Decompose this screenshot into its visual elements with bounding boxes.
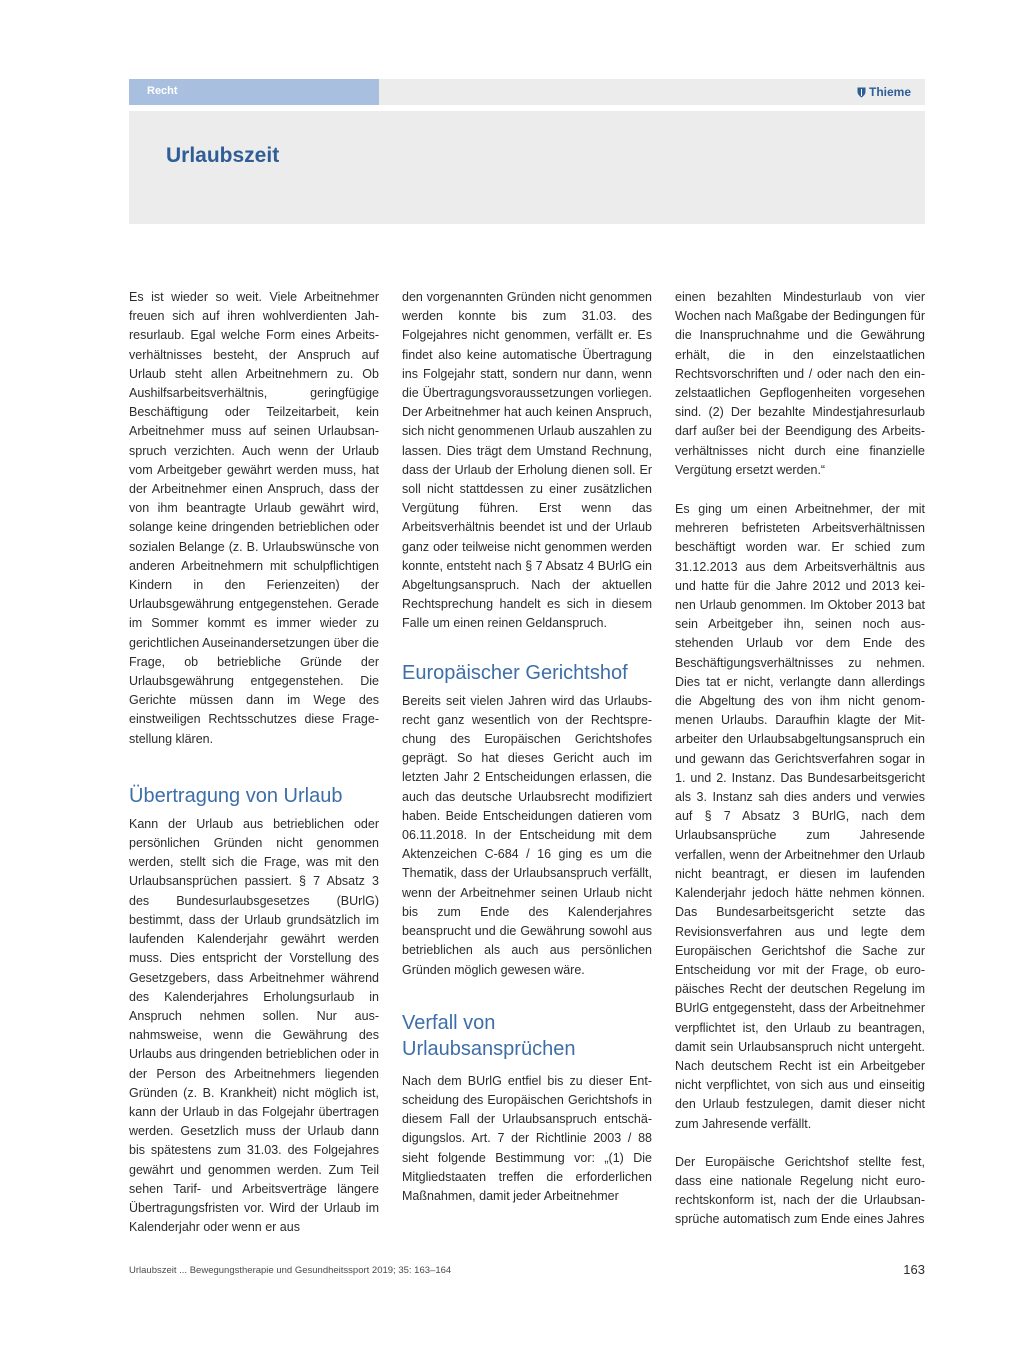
paragraph: einen bezahlten Mindesturlaub von vier Wochen nach Maßgabe der Bedingungen für die Inanspruchnahme und die Gewährung erhält, die in den einzelstaatlichen Rechtsvorschriften und / oder nach den einzelstaatlichen Gepflogenheiten vorgesehen sind. (2) Der bezahlte Mindestjahresurlaub darf außer bei der Beendigung des Arbeitsverhältnisses nicht durch eine finanzielle Vergütung ersetzt werden.“ xyxy=(675,290,925,477)
article-title: Urlaubszeit xyxy=(166,144,280,167)
section-label: Recht xyxy=(129,79,379,105)
section-heading: Übertragung von Urlaub xyxy=(129,784,343,807)
paragraph: den vorgenannten Gründen nicht genommen werden konnte bis zum 31.03. des Folgejahres nicht genommen, verfällt er. Es findet also keine automatische Übertragung ins Folgejahr statt, sondern nur dann, wenn die Übertragungsvoraussetzungen vorliegen. Der Arbeitnehmer hat auch keinen Anspruch, sich nicht genommenen Urlaub auszahlen zu lassen. Dies trägt dem Umstand Rechnung, dass der Urlaub der Erholung dienen soll. Er soll nicht stattdessen zu einer zusätzlichen Vergütung führen. Erst wenn das Arbeitsverhältnis beendet ist und der Urlaub ganz oder teilweise nicht genommen werden konnte, entsteht nach § 7 Absatz 4 BUrlG ein Abgeltungsanspruch. Nach der aktuellen Rechtsprechung handelt es sich in diesem Falle um einen reinen Geldanspruch. xyxy=(402,290,652,631)
publisher-name: Thieme xyxy=(868,85,911,99)
paragraph: Nach dem BUrlG entfiel bis zu dieser Entscheidung des Europäischen Gerichtshofs in diesem Fall der Urlaubsanspruch entschädigungslos. Art. 7 der Richtlinie 2003 / 88 sieht folgende Bestimmung vor: „(1) Die Mitgliedstaaten treffen die erforderlichen Maßnahmen, damit jeder Arbeitnehmer xyxy=(402,1073,652,1203)
paragraph: Es ging um einen Arbeitnehmer, der mit mehreren befristeten Arbeitsverhältnissen beschäftigt worden war. Er schied zum 31.12.2013 aus dem Arbeitsverhältnis aus und hatte für die Jahre 2012 und 2013 keinen Urlaub genommen. Im Oktober 2013 bat sein Arbeitgeber ihn, seinen noch ausstehenden Urlaub vor dem Ende des Beschäftigungsverhältnisses zu nehmen. Dies tat er nicht, verlangte dann allerdings die Abgeltung des von ihm nicht genommenen Urlaubs. Daraufhin klagte der Mitarbeiter den Urlaubsabgeltungsanspruch ein und gewann das Gerichtsverfahren sogar in 1. und 2. Instanz. Das Bundesarbeitsgericht als 3. Instanz sah dies anders und verwies auf § 7 Absatz 3 BUrlG, nach dem Urlaubsansprüche zum Jahresende verfallen, wenn der Arbeitnehmer den Urlaub nicht beantragt, er diesen im laufenden Kalenderjahr jedoch hätte nehmen können. Das Bundesarbeitsgericht setzte das Revisionsverfahren aus und legte dem Europäischen Gerichtshof die Sache zur Entscheidung vor mit der Frage, ob europäisches Recht der deutschen Regelung im BUrlG entgegensteht, dass der Arbeitnehmer verpflichtet ist, den Urlaub zu beantragen, damit sein Urlaubsanspruch nicht untergeht. Nach deutschem Recht ist ein Arbeitgeber nicht verpflichtet, von sich aus und einseitig den Urlaub festzulegen, damit dieser nicht zum Jahresende verfällt. xyxy=(675,502,925,1131)
shield-icon xyxy=(857,87,866,98)
paragraph: Der Europäische Gerichtshof stellte fest, dass eine nationale Regelung nicht eurorechtskonform ist, nach der die Urlaubsansprüche automatisch zum Ende eines Jahres xyxy=(675,1154,925,1227)
text-column-3 xyxy=(675,288,925,1230)
header-bar xyxy=(129,79,925,105)
paragraph: Bereits seit vielen Jahren wird das Urlaubsrecht ganz wesentlich von der Rechtsprechung des Europäischen Gerichtshofes geprägt. So hat dieses Gericht auch im letzten Jahr 2 Entscheidungen erlassen, die auch das deutsche Urlaubsrecht modifiziert haben. Beide Entscheidungen datieren vom 06.11.2018. In der Entscheidung mit dem Aktenzeichen C-684 / 16 ging es um die Thematik, dass der Urlaubsanspruch verfällt, wenn der Arbeitnehmer seinen Urlaub nicht bis zum Ende des Kalenderjahres beansprucht und die Gewährung sowohl aus betrieblichen als auch aus persönlichen Gründen möglich gewesen wäre. xyxy=(402,693,652,977)
text-column-1 xyxy=(129,288,379,1237)
title-panel xyxy=(129,111,925,224)
paragraph: Es ist wieder so weit. Viele Arbeitnehmer freuen sich auf ihren wohlverdienten Jahresurlaub. Egal welche Form eines Arbeitsverhältnisses besteht, der Anspruch auf Urlaub steht allen Arbeitnehmern zu. Ob Aushilfsarbeitsverhältnis, geringfügige Beschäftigung oder Teilzeitarbeit, kein Arbeitnehmer muss auf seinen Urlaubsanspruch verzichten. Auch wenn der Urlaub vom Arbeitgeber gewährt werden muss, hat der Arbeitnehmer einen Anspruch, dass der von ihm beantragte Urlaub gewährt wird, solange keine dringenden betrieblichen oder sozialen Belange (z. B. Urlaubswünsche von anderen Arbeitnehmern mit schulpflichtigen Kindern in den Ferienzeiten) der Urlaubsgewährung entgegenstehen. Gerade im Sommer kommt es immer wieder zu gerichtlichen Auseinandersetzungen über die Frage, ob betriebliche Gründe der Urlaubsgewährung entgegenstehen. Die Gerichte müssen dann im Wege des einstweiligen Rechtsschutzes diese Fragestellung klären. xyxy=(129,290,379,746)
section-heading: Verfall von Urlaubsansprüchen xyxy=(402,1011,576,1060)
citation: Urlaubszeit ... Bewegungstherapie und Gesundheitssport 2019; 35: 163–164 xyxy=(129,1265,452,1276)
paragraph: Kann der Urlaub aus betrieblichen oder persönlichen Gründen nicht genommen werden, stellt sich die Frage, was mit den Urlaubsansprüchen passiert. § 7 Absatz 3 des Bundesurlaubsgesetzes (BUrlG) bestimmt, dass der Urlaub grundsätzlich im laufenden Kalenderjahr gewährt werden muss. Dies entspricht der Vorstellung des Gesetzgebers, dass Arbeitnehmer während des Kalenderjahres Erholungsurlaub in Anspruch nehmen sollen. Nur ausnahmsweise, wenn die Gewährung des Urlaubs aus dringenden betrieblichen oder in der Person des Arbeitnehmers liegenden Gründen (z. B. Krankheit) nicht möglich ist, kann der Urlaub in das Folgejahr übertragen werden. Gesetzlich muss der Urlaub dann bis spätestens zum 31.03. des Folgejahres gewährt und genommen werden. Zum Teil sehen Tarif- und Arbeitsverträge längere Übertragungsfristen vor. Wird der Urlaub im Kalenderjahr oder wenn er aus xyxy=(129,816,379,1235)
section-heading: Europäischer Gerichtshof xyxy=(402,661,628,684)
page-footer xyxy=(129,1262,925,1282)
text-column-2 xyxy=(402,288,652,1206)
page-number: 163 xyxy=(903,1262,925,1277)
publisher-logo xyxy=(857,79,911,105)
